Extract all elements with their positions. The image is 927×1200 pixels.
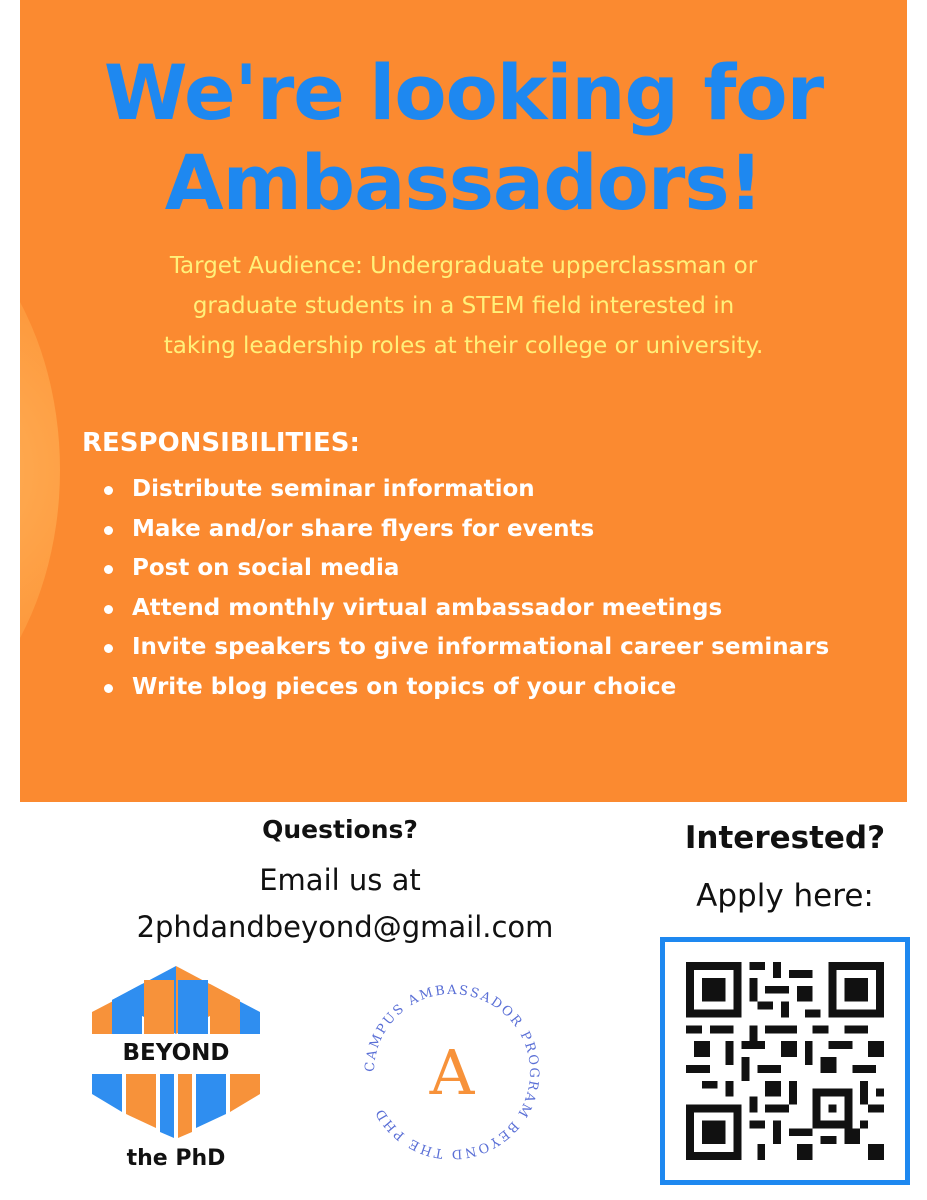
responsibility-item: Distribute seminar information xyxy=(100,470,829,510)
audience-line-3: taking leadership roles at their college or university. xyxy=(163,333,764,359)
apply-here-label: Apply here: xyxy=(696,878,874,914)
qr-code-frame[interactable] xyxy=(660,937,910,1185)
responsibility-item: Invite speakers to give informational career seminars xyxy=(100,628,829,668)
questions-email-prompt: Email us at xyxy=(259,863,421,897)
headline xyxy=(20,48,907,228)
responsibility-item: Write blog pieces on topics of your choice xyxy=(100,668,829,708)
questions-title: Questions? xyxy=(262,815,418,844)
ambassador-program-seal xyxy=(352,972,552,1172)
audience-line-2: graduate students in a STEM field interested in xyxy=(192,293,735,319)
audience-line-1: Target Audience: Undergraduate upperclassman or xyxy=(169,253,758,279)
logo-word-the-phd: the PhD xyxy=(126,1146,226,1171)
target-audience xyxy=(20,246,907,366)
seal-ring-text: CAMPUS AMBASSADOR PROGRAM BEYOND THE PHD xyxy=(362,982,542,1162)
qr-code-icon[interactable] xyxy=(685,962,885,1160)
responsibility-item: Attend monthly virtual ambassador meetings xyxy=(100,589,829,629)
seal-letter: A xyxy=(429,1036,475,1109)
responsibility-item: Make and/or share flyers for events xyxy=(100,510,829,550)
logo-word-beyond: BEYOND xyxy=(122,1040,230,1066)
contact-email[interactable]: 2phdandbeyond@gmail.com xyxy=(136,910,554,944)
interested-title: Interested? xyxy=(684,820,886,856)
responsibilities-list xyxy=(100,470,829,707)
beyond-the-phd-logo xyxy=(82,962,270,1184)
headline-line-2: Ambassadors! xyxy=(164,138,763,227)
responsibility-item: Post on social media xyxy=(100,549,829,589)
headline-line-1: We're looking for xyxy=(103,48,824,137)
responsibilities-title: RESPONSIBILITIES: xyxy=(82,428,360,458)
